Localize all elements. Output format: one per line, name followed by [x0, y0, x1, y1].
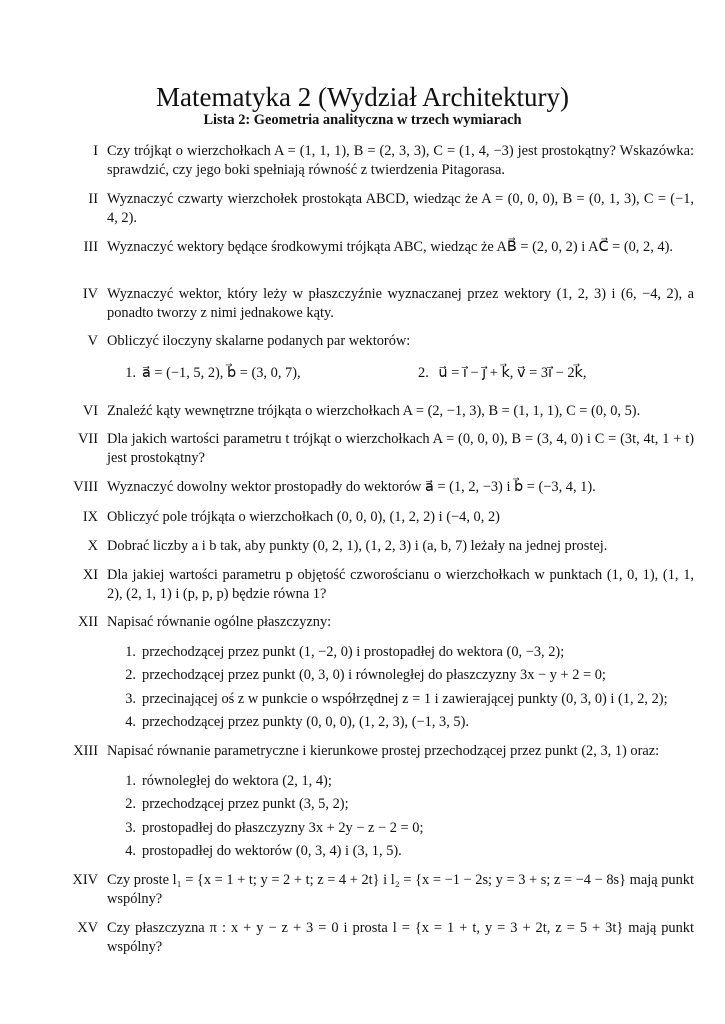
- page-subtitle: Lista 2: Geometria analityczna w trzech wymiarach: [203, 112, 522, 128]
- problem-number: V: [87, 333, 98, 349]
- problem-number: VIII: [73, 479, 98, 495]
- problem-text: Dla jakich wartości parametru t trójkąt o wierzchołkach A = (0, 0, 0), B = (3, 4, 0) i C = (3t, 4t, 1 + t) jest prostokątny?: [107, 431, 694, 466]
- problem-text: Dobrać liczby a i b tak, aby punkty (0, 2, 1), (1, 2, 3) i (a, b, 7) leżały na jednej prostej.: [107, 538, 608, 554]
- sub-item-text: a⃗ = (−1, 5, 2), b⃗ = (3, 0, 7),: [142, 365, 301, 381]
- problem-text: Dla jakiej wartości parametru p objętość czworościanu o wierzchołkach w punktach (1, 0, 1), (1, 1, 2), (2, 1, 1) i (p, p, p) będzie równa 1?: [107, 567, 694, 602]
- problem-text: Obliczyć iloczyny skalarne podanych par wektorów:: [107, 333, 411, 349]
- problem-text: Czy płaszczyzna π : x + y − z + 3 = 0 i prosta l = {x = 1 + t, y = 3 + 2t, z = 5 + 3t} mają punkt wspólny?: [107, 920, 694, 955]
- sub-item-text: przechodzącej przez punkt (3, 5, 2);: [142, 796, 349, 812]
- sub-item-text: prostopadłej do wektorów (0, 3, 4) i (3, 1, 5).: [142, 843, 402, 859]
- sub-item-number: 2.: [418, 365, 429, 381]
- problem-number: IX: [82, 509, 98, 525]
- problem-number: VI: [82, 403, 98, 419]
- sub-item-text: przechodzącej przez punkt (0, 3, 0) i równoległej do płaszczyzny 3x − y + 2 = 0;: [142, 667, 606, 683]
- problem-number: III: [83, 239, 98, 255]
- problem-number: XV: [77, 920, 98, 936]
- problem-text: Napisać równanie ogólne płaszczyzny:: [107, 614, 332, 630]
- sub-item-number: 4.: [125, 714, 136, 730]
- problem-text: Czy proste l₁ = {x = 1 + t; y = 2 + t; z = 4 + 2t} i l₂ = {x = −1 − 2s; y = 3 + s; z = −4 − 8s} mają punkt wspólny?: [107, 872, 694, 907]
- sub-item-number: 2.: [125, 796, 136, 812]
- problem-number: XIV: [72, 872, 98, 888]
- sub-item-number: 3.: [125, 691, 136, 707]
- sub-item-number: 1.: [125, 773, 136, 789]
- page-title: Matematyka 2 (Wydział Architektury): [156, 82, 569, 112]
- sub-item-number: 3.: [125, 820, 136, 836]
- problem-number: X: [87, 538, 98, 554]
- problem-number: IV: [82, 286, 98, 302]
- problem-number: XIII: [73, 743, 98, 759]
- problem-text: Obliczyć pole trójkąta o wierzchołkach (0, 0, 0), (1, 2, 2) i (−4, 0, 2): [107, 509, 500, 525]
- problem-number: VII: [78, 431, 98, 447]
- problem-text: Wyznaczyć czwarty wierzchołek prostokąta ABCD, wiedząc że A = (0, 0, 0), B = (0, 1, 3), C = (−1, 4, 2).: [107, 191, 694, 226]
- problem-number: XII: [78, 614, 98, 630]
- problem-number: I: [93, 143, 98, 159]
- problem-number: II: [88, 191, 98, 207]
- sub-item-number: 1.: [125, 365, 136, 381]
- sub-item-text: prostopadłej do płaszczyzny 3x + 2y − z − 2 = 0;: [142, 820, 424, 836]
- sub-item-number: 1.: [125, 644, 136, 660]
- sub-item-text: przechodzącej przez punkty (0, 0, 0), (1, 2, 3), (−1, 3, 5).: [142, 714, 469, 730]
- sub-item-text: przecinającej oś z w punkcie o współrzędnej z = 1 i zawierającej punkty (0, 3, 0) i (1, 2, 2);: [142, 691, 668, 707]
- sub-item-text: przechodzącej przez punkt (1, −2, 0) i prostopadłej do wektora (0, −3, 2);: [142, 644, 565, 660]
- sub-item-number: 4.: [125, 843, 136, 859]
- sub-item-number: 2.: [125, 667, 136, 683]
- sub-item-text: u⃗ = i⃗ − j⃗ + k⃗, v⃗ = 3i⃗ − 2k⃗,: [438, 365, 587, 381]
- problem-text: Wyznaczyć wektor, który leży w płaszczyźnie wyznaczanej przez wektory (1, 2, 3) i (6, −4, 2), a ponadto tworzy z nimi jednakowe kąty.: [107, 286, 694, 321]
- sub-item-text: równoległej do wektora (2, 1, 4);: [142, 773, 332, 789]
- problem-text: Wyznaczyć wektory będące środkowymi trójkąta ABC, wiedząc że AB⃗ = (2, 0, 2) i AC⃗ = (0, 2, 4).: [107, 239, 673, 255]
- problem-text: Napisać równanie parametryczne i kierunkowe prostej przechodzącej przez punkt (2, 3, 1) oraz:: [107, 743, 660, 759]
- problem-text: Czy trójkąt o wierzchołkach A = (1, 1, 1), B = (2, 3, 3), C = (1, 4, −3) jest prostokątny? Wskazówka: sprawdzić, czy jego boki spełniają równość z twierdzenia Pitagorasa.: [107, 143, 694, 178]
- problem-text: Znaleźć kąty wewnętrzne trójkąta o wierzchołkach A = (2, −1, 3), B = (1, 1, 1), C = (0, 0, 5).: [107, 403, 641, 419]
- problem-text: Wyznaczyć dowolny wektor prostopadły do wektorów a⃗ = (1, 2, −3) i b⃗ = (−3, 4, 1).: [107, 479, 596, 495]
- problem-number: XI: [82, 567, 98, 583]
